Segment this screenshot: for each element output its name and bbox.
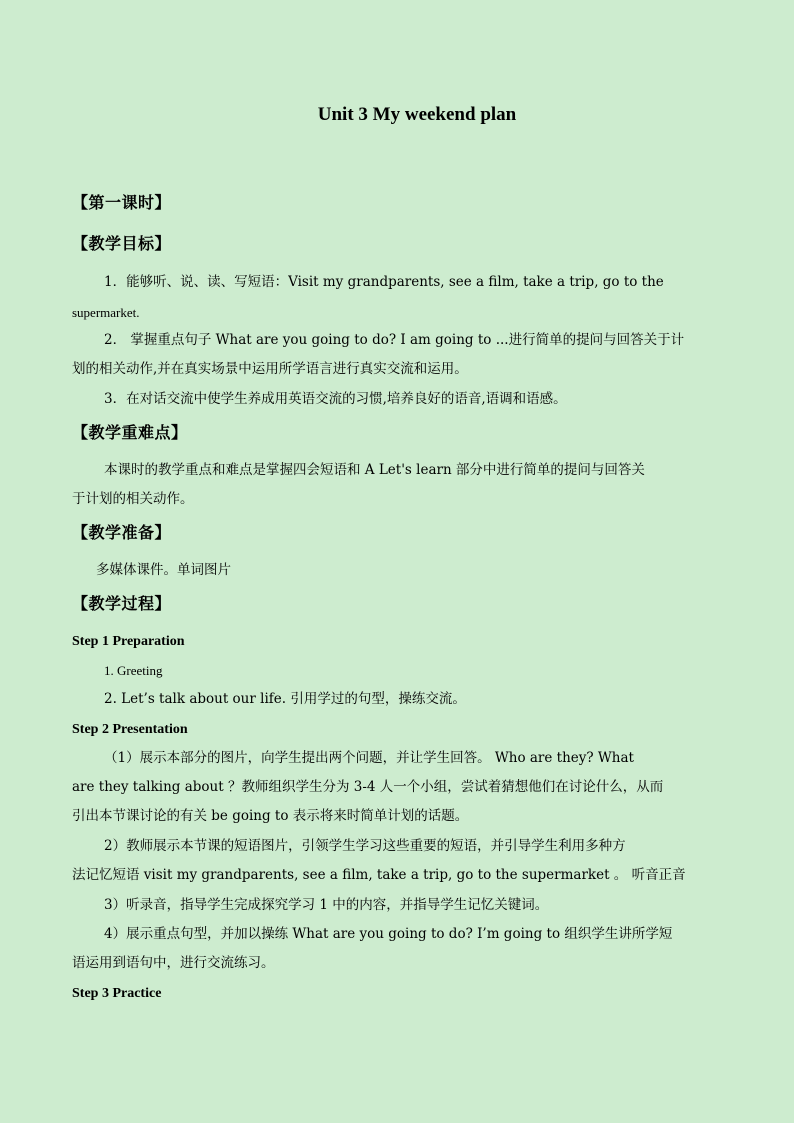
step-2-para-4-line-2: 语运用到语句中，进行交流练习。 <box>72 955 275 971</box>
step-2-para-1-line-1: （1）展示本部分的图片，向学生提出两个问题，并让学生回答。 Who are they? What <box>104 750 634 766</box>
objective-1-line-2: supermarket. <box>72 305 140 320</box>
document-title: Unit 3 My weekend plan <box>317 104 517 125</box>
step-1-item-2: 2. Let’s talk about our life. 引用学过的句型，操练交流。 <box>104 691 466 707</box>
step-2-para-2-line-1: 2）教师展示本节课的短语图片，引领学生学习这些重要的短语，并引导学生利用多种方 <box>104 838 626 854</box>
objective-2-line-2: 划的相关动作,并在真实场景中运用所学语言进行真实交流和运用。 <box>72 361 468 377</box>
heading-lesson: 【第一课时】 <box>72 193 172 212</box>
step-2-para-1-line-3: 引出本节课讨论的有关 be going to 表示将来时简单计划的话题。 <box>72 808 469 824</box>
objective-1-line-1: 1．能够听、说、读、写短语：Visit my grandparents, see a film, take a trip, go to the <box>104 274 664 290</box>
heading-key-points: 【教学重难点】 <box>72 423 188 442</box>
step-2-para-2-line-2: 法记忆短语 visit my grandparents, see a film, take a trip, go to the supermarket 。 听音正音 <box>72 867 686 883</box>
step-2-para-3: 3）听录音，指导学生完成探究学习 1 中的内容，并指导学生记忆关键词。 <box>104 897 549 913</box>
step-2-title: Step 2 Presentation <box>72 722 188 737</box>
objective-3: 3．在对话交流中使学生养成用英语交流的习惯,培养良好的语音,语调和语感。 <box>104 391 567 407</box>
objective-2-line-1: 2． 掌握重点句子 What are you going to do? I am going to ...进行简单的提问与回答关于计 <box>104 332 685 348</box>
step-2-para-4-line-1: 4）展示重点句型，并加以操练 What are you going to do? I’m going to 组织学生讲所学短 <box>104 926 673 942</box>
step-3-title: Step 3 Practice <box>72 986 162 1001</box>
step-2-para-1-line-2: are they talking about ？教师组织学生分为 3-4 人一个小组，尝试着猜想他们在讨论什么，从而 <box>72 779 664 795</box>
step-1-title: Step 1 Preparation <box>72 634 185 649</box>
heading-process: 【教学过程】 <box>72 594 172 613</box>
heading-preparation: 【教学准备】 <box>72 523 172 542</box>
heading-objectives: 【教学目标】 <box>72 234 172 253</box>
preparation-text: 多媒体课件。单词图片 <box>96 562 231 578</box>
step-1-item-1: 1. Greeting <box>104 663 163 678</box>
key-points-line-1: 本课时的教学重点和难点是掌握四会短语和 A Let's learn 部分中进行简单的提问与回答关 <box>104 462 645 478</box>
key-points-line-2: 于计划的相关动作。 <box>72 491 194 507</box>
